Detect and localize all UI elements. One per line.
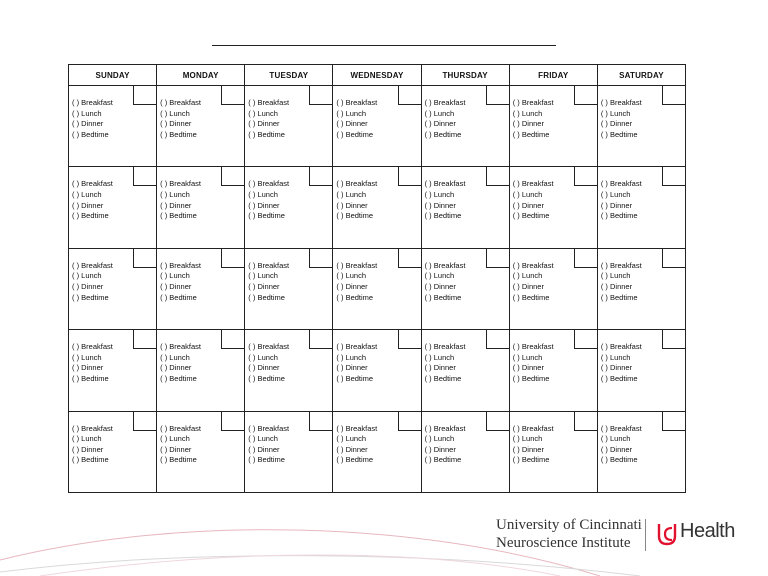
dose-option-checkbox[interactable]: ( ) Bedtime — [248, 129, 285, 139]
dose-option-checkbox[interactable]: ( ) Breakfast — [600, 179, 642, 189]
dose-option-checkbox[interactable]: ( ) Dinner — [248, 119, 280, 129]
dose-option-checkbox[interactable]: ( ) Dinner — [512, 444, 544, 454]
day-cell[interactable] — [245, 411, 333, 492]
dose-option-checkbox[interactable]: ( ) Breakfast — [600, 98, 642, 107]
dose-options — [160, 179, 201, 221]
dose-option-checkbox[interactable]: ( ) Dinner — [160, 363, 192, 373]
dose-option-checkbox[interactable]: ( ) Dinner — [160, 444, 192, 454]
dose-option-checkbox[interactable]: ( ) Dinner — [336, 119, 368, 129]
dose-option-checkbox[interactable]: ( ) Lunch — [248, 108, 278, 118]
dose-option-checkbox[interactable]: ( ) Dinner — [424, 363, 456, 373]
dose-option-checkbox[interactable]: ( ) Breakfast — [336, 423, 378, 433]
day-header: TUESDAY — [245, 65, 333, 86]
dose-option-checkbox[interactable]: ( ) Dinner — [512, 200, 544, 210]
date-box[interactable] — [221, 249, 244, 268]
dose-option-checkbox[interactable]: ( ) Bedtime — [600, 129, 638, 139]
day-cell[interactable] — [333, 330, 421, 411]
date-box[interactable] — [309, 412, 332, 431]
dose-option-checkbox[interactable]: ( ) Breakfast — [336, 98, 378, 107]
date-box[interactable] — [221, 86, 244, 105]
dose-option-checkbox[interactable]: ( ) Breakfast — [600, 423, 642, 433]
dose-options — [336, 261, 377, 303]
dose-options — [248, 98, 289, 140]
date-box[interactable] — [662, 86, 685, 105]
dose-option-checkbox[interactable]: ( ) Bedtime — [72, 292, 109, 302]
day-cell[interactable] — [245, 330, 333, 411]
day-header: FRIDAY — [509, 65, 597, 86]
dose-option-checkbox[interactable]: ( ) Lunch — [600, 271, 631, 281]
dose-option-checkbox[interactable]: ( ) Dinner — [424, 444, 456, 454]
dose-options — [72, 98, 113, 140]
week-row — [69, 411, 686, 492]
dose-option-checkbox[interactable]: ( ) Lunch — [248, 434, 278, 444]
dose-option-checkbox[interactable]: ( ) Bedtime — [160, 211, 197, 221]
date-box[interactable] — [133, 167, 156, 186]
dose-options — [72, 342, 113, 384]
dose-option-checkbox[interactable]: ( ) Breakfast — [336, 260, 378, 270]
day-header: SATURDAY — [597, 65, 685, 86]
dose-option-checkbox[interactable]: ( ) Dinner — [72, 444, 104, 454]
dose-options — [425, 179, 466, 221]
dose-options — [160, 424, 201, 466]
date-box[interactable] — [486, 330, 509, 349]
dose-option-checkbox[interactable]: ( ) Bedtime — [160, 373, 197, 383]
date-box[interactable] — [309, 86, 332, 105]
dose-options — [425, 261, 466, 303]
dose-option-checkbox[interactable]: ( ) Bedtime — [72, 373, 109, 383]
date-box[interactable] — [133, 412, 156, 431]
day-cell[interactable] — [509, 167, 597, 248]
dose-options — [336, 342, 377, 384]
day-cell[interactable] — [509, 86, 597, 167]
dose-option-checkbox[interactable]: ( ) Lunch — [424, 189, 455, 199]
day-cell[interactable] — [333, 167, 421, 248]
day-cell[interactable] — [69, 411, 157, 492]
dose-options — [248, 179, 289, 221]
date-box[interactable] — [398, 249, 421, 268]
dose-option-checkbox[interactable]: ( ) Lunch — [512, 108, 543, 118]
dose-option-checkbox[interactable]: ( ) Dinner — [160, 200, 192, 210]
dose-option-checkbox[interactable]: ( ) Breakfast — [512, 179, 554, 189]
day-cell[interactable] — [509, 330, 597, 411]
dose-option-checkbox[interactable]: ( ) Dinner — [600, 444, 633, 454]
day-header: SUNDAY — [69, 65, 157, 86]
day-cell[interactable] — [509, 411, 597, 492]
dose-option-checkbox[interactable]: ( ) Lunch — [424, 271, 455, 281]
date-box[interactable] — [398, 330, 421, 349]
day-cell[interactable] — [69, 167, 157, 248]
date-box[interactable] — [133, 86, 156, 105]
dose-option-checkbox[interactable]: ( ) Dinner — [72, 281, 104, 291]
dose-option-checkbox[interactable]: ( ) Dinner — [512, 363, 544, 373]
dose-option-checkbox[interactable]: ( ) Dinner — [424, 281, 456, 291]
day-header-row — [69, 65, 686, 86]
date-box[interactable] — [309, 167, 332, 186]
dose-option-checkbox[interactable]: ( ) Dinner — [512, 281, 544, 291]
dose-option-checkbox[interactable]: ( ) Lunch — [512, 352, 543, 362]
dose-option-checkbox[interactable]: ( ) Dinner — [72, 363, 104, 373]
date-box[interactable] — [133, 330, 156, 349]
date-box[interactable] — [398, 412, 421, 431]
day-cell[interactable] — [157, 248, 245, 329]
dose-option-checkbox[interactable]: ( ) Bedtime — [512, 211, 550, 221]
dose-option-checkbox[interactable]: ( ) Breakfast — [424, 260, 466, 270]
dose-options — [72, 179, 113, 221]
date-box[interactable] — [486, 167, 509, 186]
day-cell[interactable] — [69, 248, 157, 329]
dose-options — [513, 342, 554, 384]
dose-option-checkbox[interactable]: ( ) Dinner — [336, 363, 368, 373]
dose-option-checkbox[interactable]: ( ) Bedtime — [248, 292, 285, 302]
dose-option-checkbox[interactable]: ( ) Bedtime — [512, 455, 550, 465]
dose-option-checkbox[interactable]: ( ) Lunch — [72, 108, 102, 118]
day-cell[interactable] — [157, 411, 245, 492]
dose-option-checkbox[interactable]: ( ) Lunch — [160, 434, 190, 444]
dose-options — [336, 98, 377, 140]
dose-option-checkbox[interactable]: ( ) Bedtime — [512, 373, 550, 383]
dose-option-checkbox[interactable]: ( ) Dinner — [248, 444, 280, 454]
day-cell[interactable] — [597, 248, 685, 329]
dose-option-checkbox[interactable]: ( ) Bedtime — [512, 292, 550, 302]
dose-option-checkbox[interactable]: ( ) Bedtime — [600, 211, 638, 221]
dose-option-checkbox[interactable]: ( ) Breakfast — [336, 342, 378, 352]
day-cell[interactable] — [597, 167, 685, 248]
date-box[interactable] — [486, 412, 509, 431]
dose-option-checkbox[interactable]: ( ) Bedtime — [248, 373, 285, 383]
date-box[interactable] — [398, 167, 421, 186]
dose-option-checkbox[interactable]: ( ) Lunch — [248, 271, 278, 281]
dose-option-checkbox[interactable]: ( ) Bedtime — [600, 292, 638, 302]
dose-options — [513, 424, 554, 466]
dose-option-checkbox[interactable]: ( ) Lunch — [72, 271, 102, 281]
dose-option-checkbox[interactable]: ( ) Breakfast — [72, 260, 113, 270]
date-box[interactable] — [662, 249, 685, 268]
dose-options — [513, 261, 554, 303]
dose-options — [601, 98, 642, 140]
day-cell[interactable] — [245, 86, 333, 167]
dose-option-checkbox[interactable]: ( ) Bedtime — [424, 211, 462, 221]
dose-options — [248, 424, 289, 466]
dose-option-checkbox[interactable]: ( ) Dinner — [336, 444, 368, 454]
dose-options — [336, 179, 377, 221]
date-box[interactable] — [574, 330, 597, 349]
dose-options — [336, 424, 377, 466]
dose-option-checkbox[interactable]: ( ) Lunch — [336, 189, 367, 199]
day-cell[interactable] — [597, 86, 685, 167]
dose-option-checkbox[interactable]: ( ) Breakfast — [248, 342, 290, 352]
dose-option-checkbox[interactable]: ( ) Lunch — [600, 189, 631, 199]
dose-option-checkbox[interactable]: ( ) Breakfast — [248, 260, 290, 270]
dose-option-checkbox[interactable]: ( ) Bedtime — [248, 455, 285, 465]
dose-option-checkbox[interactable]: ( ) Lunch — [72, 434, 102, 444]
dose-option-checkbox[interactable]: ( ) Dinner — [336, 200, 368, 210]
dose-option-checkbox[interactable]: ( ) Dinner — [600, 119, 633, 129]
dose-option-checkbox[interactable]: ( ) Dinner — [600, 363, 633, 373]
week-row — [69, 248, 686, 329]
day-cell[interactable] — [69, 330, 157, 411]
dose-options — [425, 342, 466, 384]
dose-options — [72, 261, 113, 303]
dose-option-checkbox[interactable]: ( ) Lunch — [512, 271, 543, 281]
dose-option-checkbox[interactable]: ( ) Bedtime — [72, 455, 109, 465]
dose-option-checkbox[interactable]: ( ) Lunch — [160, 108, 190, 118]
day-cell[interactable] — [597, 411, 685, 492]
dose-options — [601, 342, 642, 384]
day-cell[interactable] — [245, 167, 333, 248]
dose-option-checkbox[interactable]: ( ) Bedtime — [336, 211, 374, 221]
day-header: THURSDAY — [421, 65, 509, 86]
dose-option-checkbox[interactable]: ( ) Breakfast — [600, 260, 642, 270]
dose-option-checkbox[interactable]: ( ) Bedtime — [600, 373, 638, 383]
dose-option-checkbox[interactable]: ( ) Lunch — [336, 271, 367, 281]
dose-option-checkbox[interactable]: ( ) Breakfast — [512, 342, 554, 352]
dose-options — [248, 342, 289, 384]
day-cell[interactable] — [421, 330, 509, 411]
day-cell[interactable] — [597, 330, 685, 411]
dose-option-checkbox[interactable]: ( ) Lunch — [600, 434, 631, 444]
dose-options — [160, 98, 201, 140]
date-box[interactable] — [486, 249, 509, 268]
week-row — [69, 330, 686, 411]
dose-option-checkbox[interactable]: ( ) Bedtime — [424, 455, 462, 465]
date-box[interactable] — [221, 167, 244, 186]
date-box[interactable] — [221, 330, 244, 349]
dose-option-checkbox[interactable]: ( ) Breakfast — [72, 179, 113, 189]
dose-option-checkbox[interactable]: ( ) Bedtime — [512, 129, 550, 139]
dose-option-checkbox[interactable]: ( ) Bedtime — [336, 129, 374, 139]
dose-option-checkbox[interactable]: ( ) Bedtime — [424, 129, 462, 139]
dose-options — [513, 98, 554, 140]
dose-option-checkbox[interactable]: ( ) Breakfast — [512, 423, 554, 433]
date-box[interactable] — [574, 249, 597, 268]
week-row — [69, 167, 686, 248]
dose-option-checkbox[interactable]: ( ) Dinner — [600, 281, 633, 291]
day-header: MONDAY — [157, 65, 245, 86]
dose-option-checkbox[interactable]: ( ) Dinner — [424, 119, 456, 129]
dose-option-checkbox[interactable]: ( ) Lunch — [72, 352, 102, 362]
dose-option-checkbox[interactable]: ( ) Bedtime — [336, 455, 374, 465]
day-cell[interactable] — [157, 330, 245, 411]
dose-option-checkbox[interactable]: ( ) Bedtime — [336, 292, 374, 302]
dose-options — [160, 261, 201, 303]
dose-option-checkbox[interactable]: ( ) Dinner — [160, 281, 192, 291]
dose-options — [601, 179, 642, 221]
dose-option-checkbox[interactable]: ( ) Breakfast — [424, 342, 466, 352]
dose-option-checkbox[interactable]: ( ) Breakfast — [72, 342, 113, 352]
dose-option-checkbox[interactable]: ( ) Breakfast — [248, 423, 290, 433]
date-box[interactable] — [662, 167, 685, 186]
day-cell[interactable] — [421, 248, 509, 329]
date-box[interactable] — [574, 86, 597, 105]
date-box[interactable] — [221, 412, 244, 431]
dose-option-checkbox[interactable]: ( ) Lunch — [600, 352, 631, 362]
dose-option-checkbox[interactable]: ( ) Lunch — [424, 108, 455, 118]
dose-option-checkbox[interactable]: ( ) Bedtime — [160, 129, 197, 139]
dose-option-checkbox[interactable]: ( ) Dinner — [248, 281, 280, 291]
dose-option-checkbox[interactable]: ( ) Breakfast — [336, 179, 378, 189]
dose-option-checkbox[interactable]: ( ) Breakfast — [424, 98, 466, 107]
dose-option-checkbox[interactable]: ( ) Breakfast — [160, 342, 201, 352]
uc-neuroscience-logo — [496, 516, 642, 552]
dose-option-checkbox[interactable]: ( ) Bedtime — [160, 455, 197, 465]
day-header: WEDNESDAY — [333, 65, 421, 86]
dose-option-checkbox[interactable]: ( ) Breakfast — [72, 98, 113, 107]
day-cell[interactable] — [421, 411, 509, 492]
dose-options — [248, 261, 289, 303]
dose-option-checkbox[interactable]: ( ) Dinner — [336, 281, 368, 291]
dose-option-checkbox[interactable]: ( ) Dinner — [248, 200, 280, 210]
logo-line1: University of Cincinnati — [496, 517, 642, 533]
day-cell[interactable] — [333, 248, 421, 329]
dose-option-checkbox[interactable]: ( ) Lunch — [512, 434, 543, 444]
dose-option-checkbox[interactable]: ( ) Lunch — [248, 352, 278, 362]
medication-calendar — [68, 64, 686, 493]
date-box[interactable] — [662, 330, 685, 349]
date-box[interactable] — [486, 86, 509, 105]
dose-options — [425, 424, 466, 466]
dose-option-checkbox[interactable]: ( ) Lunch — [160, 352, 190, 362]
logo-separator — [645, 519, 646, 551]
day-cell[interactable] — [245, 248, 333, 329]
week-row — [69, 86, 686, 167]
day-cell[interactable] — [157, 167, 245, 248]
dose-option-checkbox[interactable]: ( ) Breakfast — [424, 423, 466, 433]
dose-option-checkbox[interactable]: ( ) Breakfast — [512, 98, 554, 107]
dose-option-checkbox[interactable]: ( ) Dinner — [72, 200, 104, 210]
date-box[interactable] — [574, 412, 597, 431]
dose-option-checkbox[interactable]: ( ) Lunch — [248, 189, 278, 199]
day-cell[interactable] — [157, 86, 245, 167]
dose-option-checkbox[interactable]: ( ) Dinner — [600, 200, 633, 210]
dose-options — [160, 342, 201, 384]
dose-option-checkbox[interactable]: ( ) Dinner — [424, 200, 456, 210]
dose-option-checkbox[interactable]: ( ) Lunch — [336, 434, 367, 444]
day-cell[interactable] — [333, 411, 421, 492]
dose-options — [513, 179, 554, 221]
dose-option-checkbox[interactable]: ( ) Bedtime — [336, 373, 374, 383]
dose-option-checkbox[interactable]: ( ) Breakfast — [512, 260, 554, 270]
date-box[interactable] — [398, 86, 421, 105]
dose-option-checkbox[interactable]: ( ) Breakfast — [248, 98, 290, 107]
dose-option-checkbox[interactable]: ( ) Lunch — [72, 189, 102, 199]
day-cell[interactable] — [69, 86, 157, 167]
dose-option-checkbox[interactable]: ( ) Lunch — [336, 108, 367, 118]
dose-option-checkbox[interactable]: ( ) Breakfast — [72, 423, 113, 433]
dose-options — [601, 424, 642, 466]
date-box[interactable] — [133, 249, 156, 268]
dose-option-checkbox[interactable]: ( ) Lunch — [160, 189, 190, 199]
day-cell[interactable] — [421, 86, 509, 167]
dose-option-checkbox[interactable]: ( ) Bedtime — [424, 292, 462, 302]
day-cell[interactable] — [333, 86, 421, 167]
logo-line2: Neuroscience Institute — [496, 535, 631, 551]
title-blank-line — [212, 45, 556, 46]
dose-option-checkbox[interactable]: ( ) Breakfast — [160, 179, 201, 189]
date-box[interactable] — [309, 249, 332, 268]
dose-option-checkbox[interactable]: ( ) Bedtime — [72, 129, 109, 139]
dose-options — [601, 261, 642, 303]
uc-health-logo: Health — [680, 520, 735, 542]
dose-option-checkbox[interactable]: ( ) Lunch — [512, 189, 543, 199]
dose-options — [425, 98, 466, 140]
dose-option-checkbox[interactable]: ( ) Lunch — [424, 352, 455, 362]
date-box[interactable] — [662, 412, 685, 431]
dose-option-checkbox[interactable]: ( ) Lunch — [160, 271, 190, 281]
dose-option-checkbox[interactable]: ( ) Bedtime — [72, 211, 109, 221]
uc-logo-icon — [656, 520, 678, 548]
date-box[interactable] — [309, 330, 332, 349]
dose-option-checkbox[interactable]: ( ) Breakfast — [248, 179, 290, 189]
dose-option-checkbox[interactable]: ( ) Breakfast — [600, 342, 642, 352]
dose-option-checkbox[interactable]: ( ) Breakfast — [160, 98, 201, 107]
dose-option-checkbox[interactable]: ( ) Lunch — [424, 434, 455, 444]
dose-option-checkbox[interactable]: ( ) Bedtime — [600, 455, 638, 465]
dose-options — [72, 424, 113, 466]
day-cell[interactable] — [509, 248, 597, 329]
dose-option-checkbox[interactable]: ( ) Dinner — [72, 119, 104, 129]
dose-option-checkbox[interactable]: ( ) Dinner — [248, 363, 280, 373]
dose-option-checkbox[interactable]: ( ) Bedtime — [424, 373, 462, 383]
dose-option-checkbox[interactable]: ( ) Breakfast — [160, 260, 201, 270]
dose-option-checkbox[interactable]: ( ) Breakfast — [160, 423, 201, 433]
dose-option-checkbox[interactable]: ( ) Dinner — [160, 119, 192, 129]
dose-option-checkbox[interactable]: ( ) Bedtime — [160, 292, 197, 302]
dose-option-checkbox[interactable]: ( ) Breakfast — [424, 179, 466, 189]
dose-option-checkbox[interactable]: ( ) Lunch — [600, 108, 631, 118]
dose-option-checkbox[interactable]: ( ) Lunch — [336, 352, 367, 362]
dose-option-checkbox[interactable]: ( ) Dinner — [512, 119, 544, 129]
dose-option-checkbox[interactable]: ( ) Bedtime — [248, 211, 285, 221]
date-box[interactable] — [574, 167, 597, 186]
day-cell[interactable] — [421, 167, 509, 248]
